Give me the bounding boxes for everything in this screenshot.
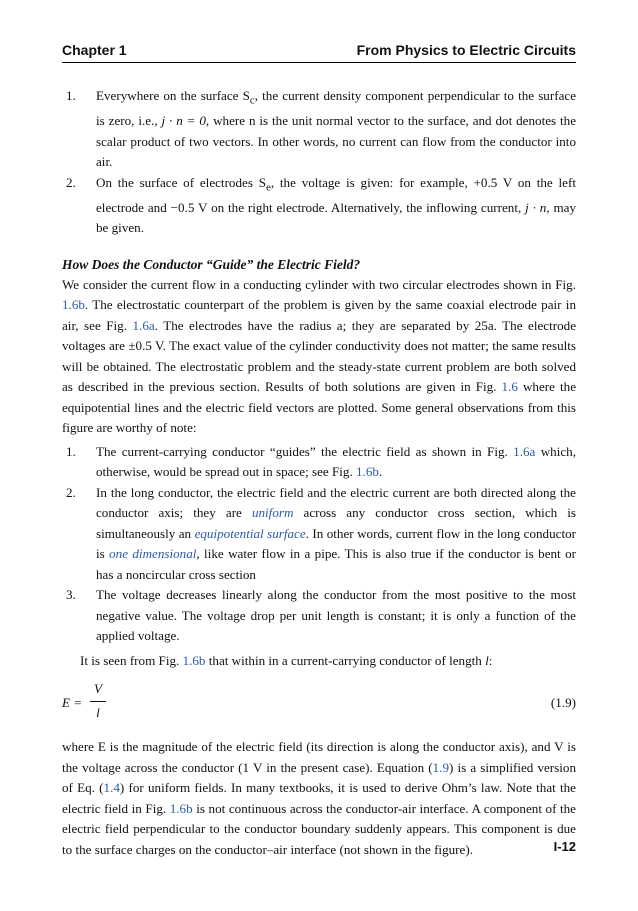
chapter-label: Chapter 1 [62, 42, 127, 58]
text: , like water flow in a pipe. This is also true if the conductor is bent or has a noncircular cross section [96, 546, 576, 582]
list-item [62, 173, 576, 239]
figure-link[interactable]: 1.6b [169, 800, 193, 816]
list-number: 3. [66, 587, 76, 603]
list-item [62, 442, 576, 483]
chapter-title: From Physics to Electric Circuits [356, 42, 576, 58]
page-body [62, 86, 576, 860]
denominator: l [96, 704, 100, 720]
text: : [488, 652, 493, 668]
list-number: 1. [66, 88, 76, 103]
list-item [62, 86, 576, 173]
equation-1-9 [62, 679, 576, 727]
fraction [90, 679, 106, 723]
text: , may be given. [96, 199, 577, 236]
list-number: 2. [66, 174, 76, 190]
equation-link[interactable]: 1.4 [103, 780, 120, 796]
section-heading: How Does the Conductor “Guide” the Electric Field? [62, 256, 361, 272]
text: The voltage decreases linearly along the conductor from the most positive to the most negative value. The voltage drop per unit length is constant; it is only a function of the applied voltage. [96, 587, 576, 644]
list-item [62, 483, 576, 586]
text: It is seen from Fig. [80, 652, 183, 668]
emphasis: uniform [251, 505, 294, 521]
figure-link[interactable]: 1.6a [513, 443, 536, 459]
text: The current-carrying conductor “guides” the electric field as shown in Fig. [96, 443, 514, 459]
list-item [62, 585, 576, 647]
text: . The electrodes have the radius a; they are separated by 25a. The electrode voltages are ±0.5 V. The exact value of the cylinder conductivity does not matter; the same results will be obtained. The electrostatic problem and the steady-state current problem are both solved as described in the previous section. Results of both solutions are given in Fig. [62, 317, 577, 395]
text: , where n is the unit normal vector to the surface, and dot denotes the scalar product of two vectors. In other words, no current can flow from the conductor into air. [96, 113, 577, 170]
text: ) for uniform fields. In many textbooks, it is used to derive Ohm’s law. Note that the electric field in Fig. [62, 780, 576, 816]
inline-equation: j · n = 0 [161, 113, 206, 129]
text: On the surface of electrodes S [96, 174, 267, 190]
emphasis: equipotential surface [194, 525, 306, 541]
inline-equation: j · n [525, 199, 547, 215]
text: where the equipotential lines and the electric field vectors are plotted. Some general observations from this figure are worthy of note: [62, 379, 577, 436]
figure-link[interactable]: 1.6a [132, 317, 155, 333]
text: which, otherwise, would be spread out in space; see Fig. [96, 443, 577, 480]
text: that within in a current-carrying conductor of length [205, 652, 486, 668]
paragraph [62, 737, 576, 860]
figure-link[interactable]: 1.6b [182, 652, 206, 668]
list-number: 2. [66, 484, 76, 500]
page-number: I-12 [553, 839, 576, 854]
text: In the long conductor, the electric field and the electric current are both directed along the conductor axis; they are [96, 484, 576, 521]
figure-link[interactable]: 1.6b [356, 464, 379, 480]
text: Everywhere on the surface S [96, 88, 250, 103]
text: where E is the magnitude of the electric field (its direction is along the conductor axis), and V is the voltage across the conductor (1 V in the present case). Equation ( [62, 739, 576, 775]
equation-lhs: E = [62, 695, 83, 711]
list-number: 1. [66, 443, 76, 459]
text: ) is a simplified version of Eq. ( [62, 759, 576, 796]
running-header [62, 40, 576, 63]
figure-link[interactable]: 1.6 [501, 379, 518, 395]
text: We consider the current flow in a conducting cylinder with two circular electrodes shown in Fig. [62, 276, 576, 292]
text: . [378, 464, 383, 480]
paragraph [62, 651, 576, 672]
observations-list [62, 442, 576, 647]
paragraph [62, 275, 576, 439]
subscript: e [266, 181, 271, 194]
figure-link[interactable]: 1.6b [62, 297, 85, 313]
text: . In other words, current flow in the long conductor is [96, 525, 576, 562]
variable: l [485, 652, 489, 668]
text: . The electrostatic counterpart of the problem is given by the same coaxial electrode pair in air, see Fig. [62, 297, 576, 333]
text: , the voltage is given: for example, +0.5 V on the left electrode and −0.5 V on the right electrode. Alternatively, the inflowing current, [96, 174, 576, 215]
text: is not continuous across the conductor-air interface. A component of the electric field perpendicular to the conductor boundary suddenly appears. This component is due to the surface charges on the conductor–air interface (not shown in the figure). [62, 800, 576, 857]
text: , the current density component perpendicular to the surface is zero, i.e., [96, 88, 577, 129]
text: across any conductor cross section, which is simultaneously an [96, 505, 576, 541]
numerator: V [94, 681, 102, 697]
subscript: c [249, 94, 255, 107]
equation-link[interactable]: 1.9 [432, 759, 449, 775]
fraction-bar [90, 701, 106, 702]
equation-number: (1.9) [550, 695, 576, 711]
boundary-conditions-list [62, 86, 576, 239]
emphasis: one dimensional [109, 546, 197, 562]
